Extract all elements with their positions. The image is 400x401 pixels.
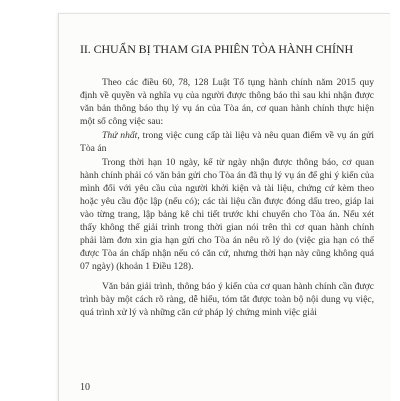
page-number: 10 — [80, 382, 90, 393]
paragraph-deadline-text: Trong thời hạn 10 ngày, kể từ ngày nhận được thông báo, cơ quan hành chính phải có văn bản gửi cho Tòa án đã thụ lý vụ án để ghi ý kiến của mình đối với yêu cầu của người khởi kiện và tài liệu, chứng cứ kèm theo hoặc yêu cầu độc lập (nếu có); các tài liệu cần được đóng dấu treo, giáp lai vào từng trang, lập bảng kê chi tiết trước khi chuyển cho Tòa án. Nếu xét thấy không thể giải trình trong thời gian nói trên thì cơ quan hành chính phải làm đơn xin gia hạn gửi cho Tòa án nêu rõ lý do (việc gia hạn có thể được Tòa án chấp nhận nếu có căn cứ, nhưng thời hạn này cũng không quá 07 ngày) (khoản 1 Điều 128). — [80, 157, 374, 272]
page-content — [80, 41, 374, 326]
paragraph-explanation — [80, 280, 374, 319]
paragraph-intro-text: Theo các điều 60, 78, 128 Luật Tố tụng hành chính năm 2015 quy định về quyền và nghĩa vụ của người được thông báo thì sau khi nhận được văn bản thông báo thụ lý vụ án của Tòa án, cơ quan hành chính thực hiện một số công việc sau: — [80, 77, 374, 127]
paragraph-first-point-text: , trong việc cung cấp tài liệu và nêu quan điểm về vụ án gửi Tòa án — [80, 130, 375, 154]
paragraph-explanation-text: Văn bản giải trình, thông báo ý kiến của cơ quan hành chính cần được trình bày một cách rõ ràng, dễ hiểu, tóm tắt được toàn bộ nội dung vụ việc, quá trình xử lý và những căn cứ pháp lý chứng minh việc giải — [80, 281, 374, 318]
paragraph-first-point-lead: Thứ nhất — [102, 130, 138, 141]
paragraph-intro — [80, 76, 374, 128]
book-page — [58, 13, 390, 401]
paragraph-deadline — [80, 156, 374, 273]
section-heading: II. CHUẨN BỊ THAM GIA PHIÊN TÒA HÀNH CHÍNH — [80, 42, 354, 56]
paragraph-first-point — [80, 129, 374, 155]
